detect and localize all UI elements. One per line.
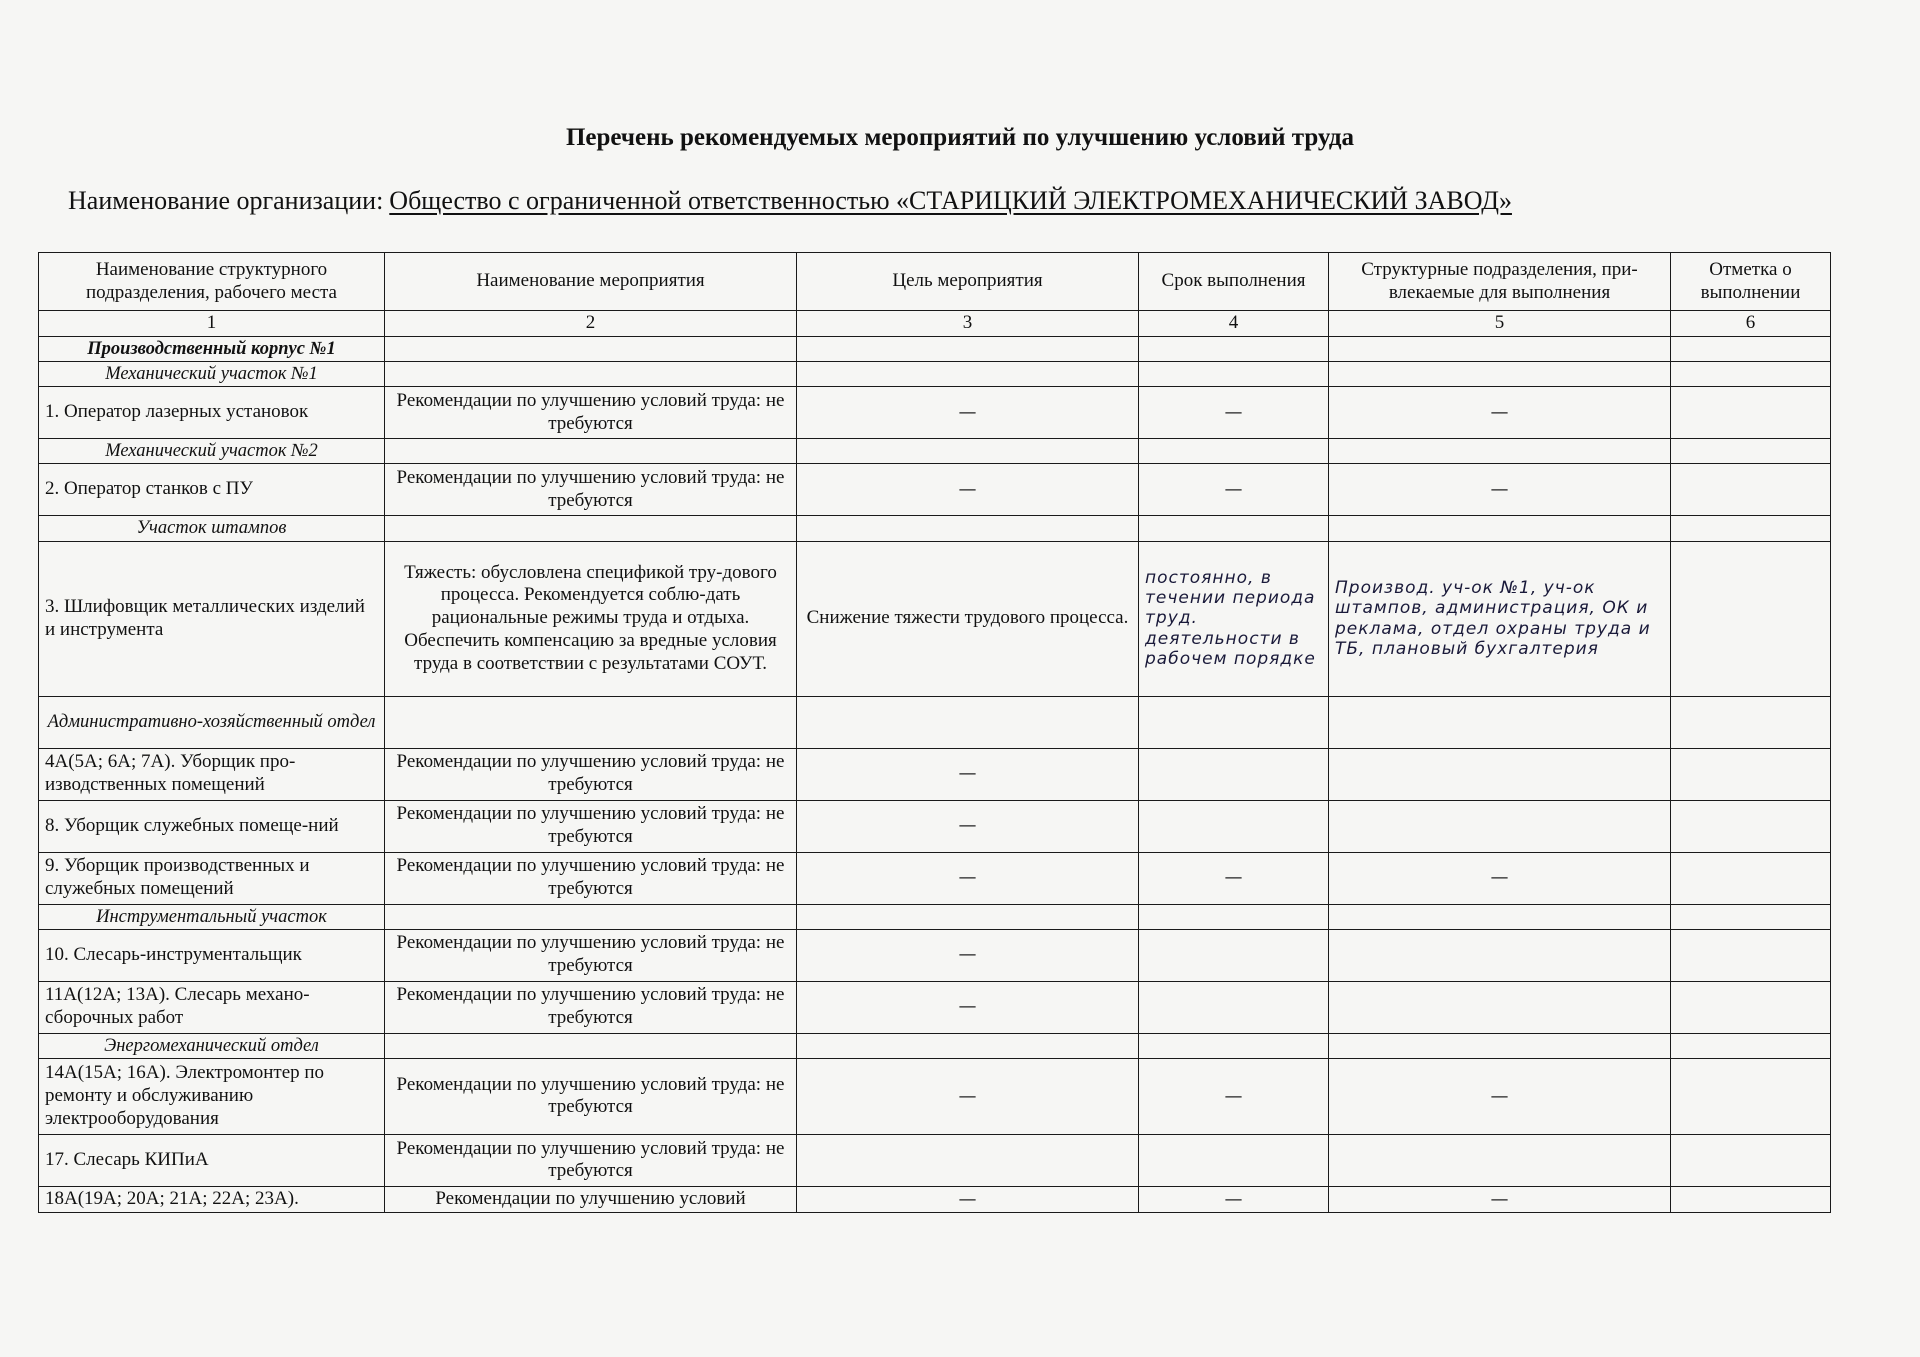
table-header-row (39, 253, 1831, 311)
term-cell (1139, 748, 1329, 800)
section-title: Административно-хозяйственный отдел (39, 696, 385, 748)
workplace-cell: 1. Оператор лазерных установок (39, 387, 385, 439)
units-cell (1329, 929, 1671, 981)
units-cell (1329, 981, 1671, 1033)
units-cell (1329, 1134, 1671, 1186)
term-handwritten-cell: постоянно, в течении периода труд. деятельности в рабочем порядке (1139, 541, 1329, 696)
header-measure: Наименование мероприятия (385, 253, 797, 311)
goal-cell: — (797, 800, 1139, 852)
column-number: 1 (39, 311, 385, 337)
workplace-cell: 3. Шлифовщик металлических изделий и инструмента (39, 541, 385, 696)
measures-table (38, 252, 1831, 1213)
measure-cell: Рекомендации по улучшению условий труда: не требуются (385, 387, 797, 439)
section-title: Инструментальный участок (39, 904, 385, 929)
organization-line (68, 186, 1512, 216)
units-cell: — (1329, 464, 1671, 516)
column-number: 3 (797, 311, 1139, 337)
section-row (39, 336, 1831, 361)
organization-label: Наименование организации: (68, 186, 384, 215)
goal-cell: — (797, 1058, 1139, 1134)
goal-cell: — (797, 387, 1139, 439)
column-number-row (39, 311, 1831, 337)
term-cell (1139, 929, 1329, 981)
units-handwritten-cell: Производ. уч-ок №1, уч-ок штампов, администрация, ОК и реклама, отдел охраны труда и ТБ, плановый бухгалтерия (1329, 541, 1671, 696)
term-cell: — (1139, 464, 1329, 516)
section-title: Участок штампов (39, 516, 385, 541)
units-cell: — (1329, 1058, 1671, 1134)
measure-cell: Рекомендации по улучшению условий труда: не требуются (385, 800, 797, 852)
term-cell: — (1139, 852, 1329, 904)
measure-cell: Рекомендации по улучшению условий труда: не требуются (385, 748, 797, 800)
term-cell: — (1139, 387, 1329, 439)
table-row (39, 748, 1831, 800)
measure-cell: Рекомендации по улучшению условий труда: не требуются (385, 852, 797, 904)
units-cell: — (1329, 387, 1671, 439)
workplace-cell: 14А(15А; 16А). Электромонтер по ремонту и обслуживанию электрооборудования (39, 1058, 385, 1134)
table-row (39, 1134, 1831, 1186)
measure-cell: Рекомендации по улучшению условий труда: не требуются (385, 1134, 797, 1186)
section-title: Механический участок №1 (39, 361, 385, 386)
table-row (39, 1186, 1831, 1212)
term-cell (1139, 1134, 1329, 1186)
workplace-cell: 18А(19А; 20А; 21А; 22А; 23А). (39, 1186, 385, 1212)
section-title: Механический участок №2 (39, 439, 385, 464)
term-cell: — (1139, 1186, 1329, 1212)
column-number: 2 (385, 311, 797, 337)
header-units: Структурные подразделения, при-влекаемые для выполнения (1329, 253, 1671, 311)
term-cell (1139, 800, 1329, 852)
table-row (39, 1058, 1831, 1134)
table-row (39, 929, 1831, 981)
column-number: 5 (1329, 311, 1671, 337)
units-cell: — (1329, 1186, 1671, 1212)
table-row (39, 464, 1831, 516)
header-goal: Цель мероприятия (797, 253, 1139, 311)
goal-cell: — (797, 1186, 1139, 1212)
measure-cell: Рекомендации по улучшению условий труда: не требуются (385, 464, 797, 516)
column-number: 4 (1139, 311, 1329, 337)
table-row (39, 800, 1831, 852)
section-title: Производственный корпус №1 (39, 336, 385, 361)
document-title: Перечень рекомендуемых мероприятий по улучшению условий труда (565, 124, 1355, 151)
measure-cell: Рекомендации по улучшению условий труда: не требуются (385, 981, 797, 1033)
workplace-cell: 8. Уборщик служебных помеще-ний (39, 800, 385, 852)
section-row (39, 439, 1831, 464)
section-title: Энергомеханический отдел (39, 1033, 385, 1058)
section-row (39, 696, 1831, 748)
section-row (39, 1033, 1831, 1058)
workplace-cell: 4А(5А; 6А; 7А). Уборщик про-изводственных помещений (39, 748, 385, 800)
term-cell (1139, 981, 1329, 1033)
goal-cell: — (797, 748, 1139, 800)
goal-cell: — (797, 981, 1139, 1033)
goal-cell: — (797, 929, 1139, 981)
measure-cell: Тяжесть: обусловлена спецификой тру-дового процесса. Рекомендуется соблю-дать рациональные режимы труда и отдыха. Обеспечить компенсацию за вредные условия труда в соответствии с результатами СОУТ. (385, 541, 797, 696)
workplace-cell: 9. Уборщик производственных и служебных помещений (39, 852, 385, 904)
organization-name: Общество с ограниченной ответственностью «СТАРИЦКИЙ ЭЛЕКТРОМЕХАНИЧЕСКИЙ ЗАВОД» (389, 186, 1512, 215)
table-row (39, 981, 1831, 1033)
header-place: Наименование структурного подразделения, рабочего места (39, 253, 385, 311)
column-number: 6 (1671, 311, 1831, 337)
term-cell: — (1139, 1058, 1329, 1134)
units-cell (1329, 748, 1671, 800)
measure-cell: Рекомендации по улучшению условий (385, 1186, 797, 1212)
workplace-cell: 11А(12А; 13А). Слесарь механо-сборочных работ (39, 981, 385, 1033)
measure-cell: Рекомендации по улучшению условий труда: не требуются (385, 1058, 797, 1134)
section-row (39, 904, 1831, 929)
table-row (39, 541, 1831, 696)
goal-cell: — (797, 852, 1139, 904)
workplace-cell: 10. Слесарь-инструментальщик (39, 929, 385, 981)
workplace-cell: 2. Оператор станков с ПУ (39, 464, 385, 516)
section-row (39, 361, 1831, 386)
goal-cell (797, 1134, 1139, 1186)
section-row (39, 516, 1831, 541)
goal-cell: Снижение тяжести трудового процесса. (797, 541, 1139, 696)
table-row (39, 387, 1831, 439)
table-row (39, 852, 1831, 904)
goal-cell: — (797, 464, 1139, 516)
units-cell (1329, 800, 1671, 852)
header-mark: Отметка о выполнении (1671, 253, 1831, 311)
header-term: Срок выполнения (1139, 253, 1329, 311)
measure-cell: Рекомендации по улучшению условий труда: не требуются (385, 929, 797, 981)
workplace-cell: 17. Слесарь КИПиА (39, 1134, 385, 1186)
units-cell: — (1329, 852, 1671, 904)
